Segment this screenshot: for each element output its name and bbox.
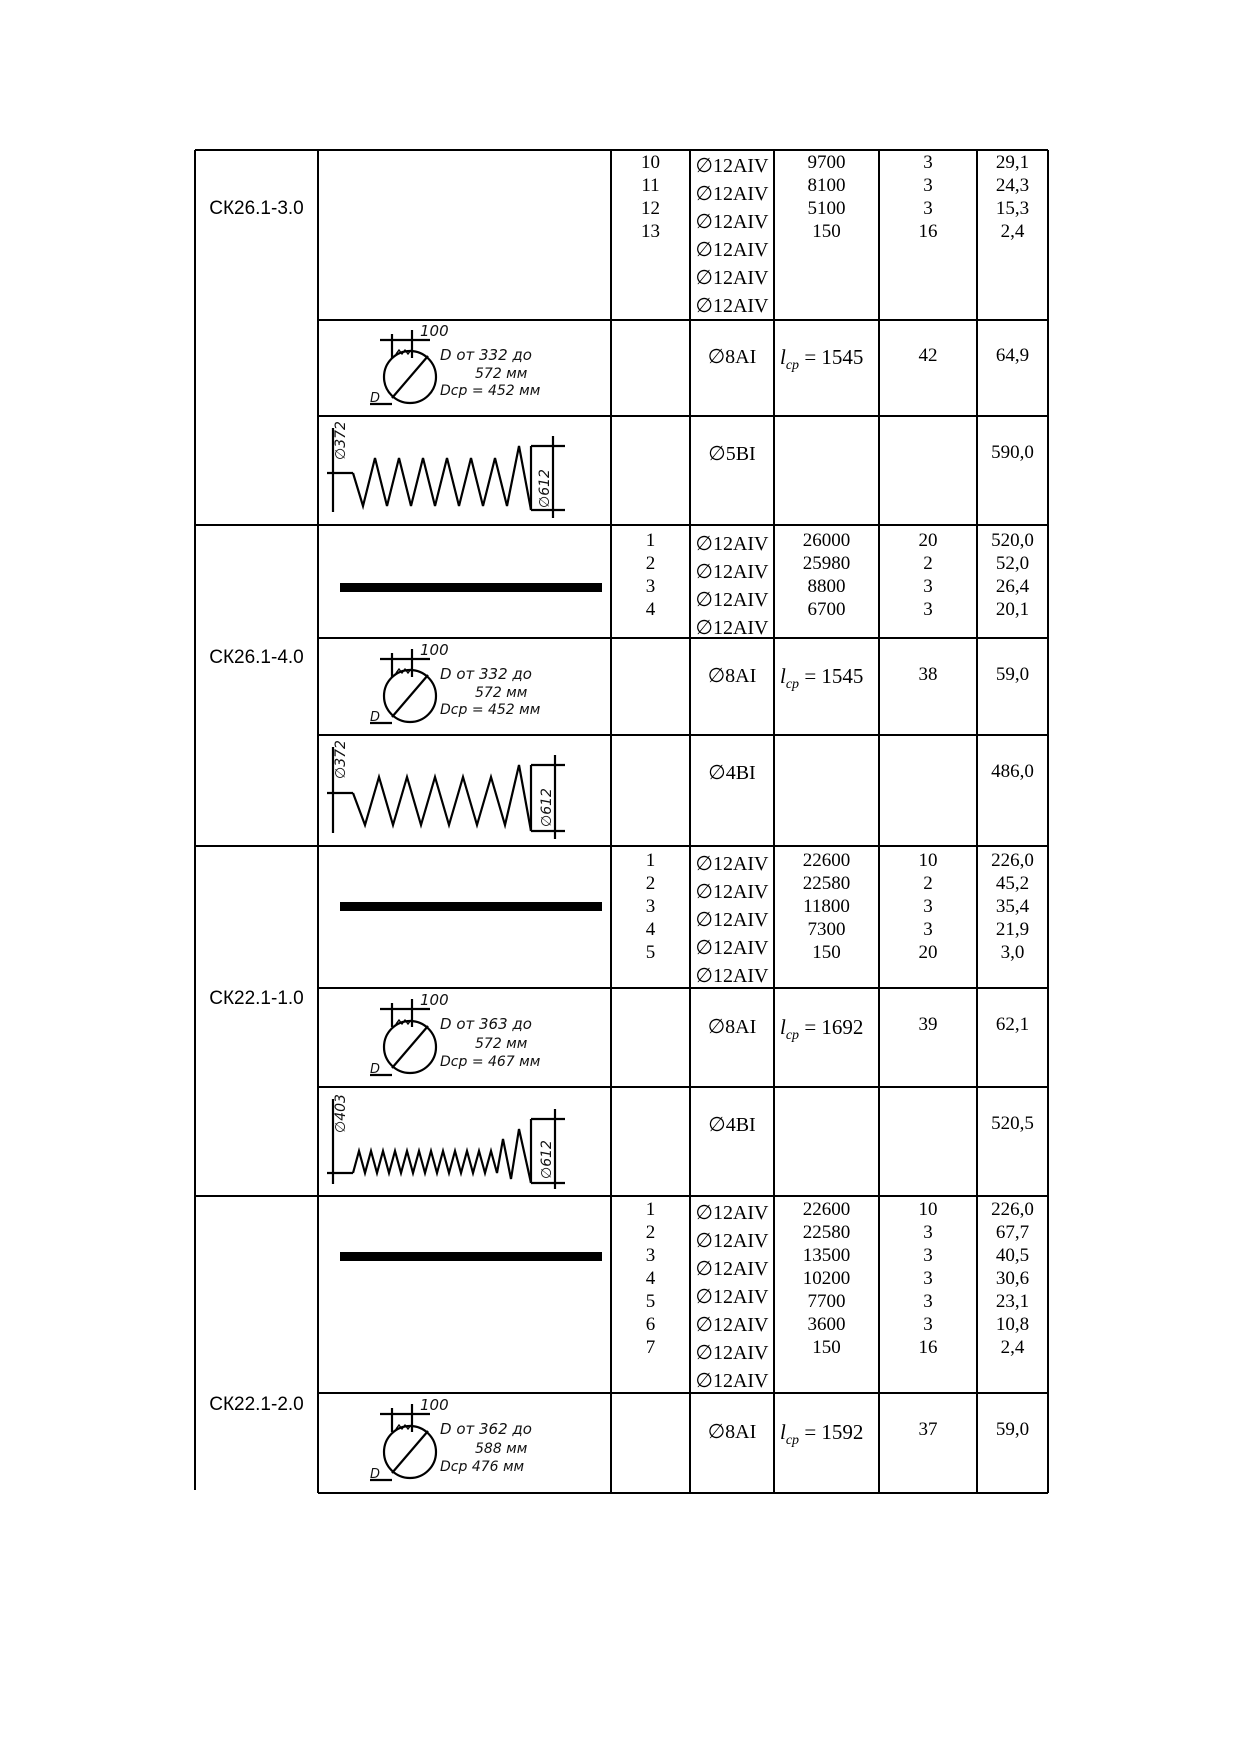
rebar-spec: ∅8AI bbox=[707, 665, 757, 687]
mass: 520,0 52,0 26,4 20,1 bbox=[991, 530, 1034, 620]
bar-length: 26000 25980 8800 6700 bbox=[802, 530, 851, 620]
mean-length-formula: $l_{cp} = 1545$ bbox=[780, 345, 864, 373]
mass: 486,0 bbox=[991, 761, 1034, 782]
mark-code: СК26.1-3.0 bbox=[209, 198, 304, 219]
ring-diameter-range: D от 362 до bbox=[440, 1420, 532, 1438]
mass: 226,0 45,2 35,4 21,9 3,0 bbox=[991, 850, 1034, 963]
rebar-spec: ∅12AIV ∅12AIV ∅12AIV ∅12AIV ∅12AIV ∅12AIV ∅12AIV bbox=[695, 1202, 769, 1392]
mass: 62,1 bbox=[995, 1014, 1030, 1035]
rebar-spec: ∅4BI bbox=[708, 762, 756, 784]
straight-bar-drawing bbox=[340, 583, 602, 592]
ring-drawing bbox=[370, 991, 570, 1085]
mass: 64,9 bbox=[995, 345, 1030, 366]
ring-diameter-max: 572 мм bbox=[475, 366, 528, 382]
bar-length: 9700 8100 5100 150 bbox=[807, 152, 846, 242]
quantity: 39 bbox=[918, 1014, 938, 1035]
rebar-spec: ∅5BI bbox=[708, 443, 756, 465]
ring-mean-diameter: Dср = 467 мм bbox=[440, 1054, 541, 1070]
ring-diameter-range: D от 332 до bbox=[440, 665, 532, 683]
spiral-drawing bbox=[325, 1089, 605, 1194]
ring-diameter-max: 588 мм bbox=[475, 1441, 528, 1457]
ring-diameter-range: D от 363 до bbox=[440, 1015, 532, 1033]
mass: 59,0 bbox=[995, 664, 1030, 685]
ring-d-label: D bbox=[370, 1062, 381, 1077]
mean-length-formula: $l_{cp} = 1592$ bbox=[780, 1420, 864, 1448]
rebar-spec: ∅8AI bbox=[707, 346, 757, 368]
ring-drawing bbox=[370, 1396, 570, 1490]
bar-length: 22600 22580 13500 10200 7700 3600 150 bbox=[802, 1199, 851, 1358]
ring-d-label: D bbox=[370, 710, 381, 725]
quantity: 42 bbox=[918, 345, 938, 366]
ring-d-label: D bbox=[370, 391, 381, 406]
spiral-left-diameter: ∅372 bbox=[333, 421, 349, 460]
mass: 590,0 bbox=[991, 442, 1034, 463]
mass: 226,0 67,7 40,5 30,6 23,1 10,8 2,4 bbox=[991, 1199, 1034, 1358]
ring-diameter-range: D от 332 до bbox=[440, 346, 532, 364]
mass: 59,0 bbox=[995, 1419, 1030, 1440]
mass: 29,1 24,3 15,3 2,4 bbox=[995, 152, 1030, 242]
ring-d-label: D bbox=[370, 1467, 381, 1482]
mass: 520,5 bbox=[991, 1113, 1034, 1134]
ring-mean-diameter: Dср = 452 мм bbox=[440, 383, 541, 399]
quantity: 20 2 3 3 bbox=[918, 530, 938, 620]
ring-mean-diameter: Dср 476 мм bbox=[440, 1459, 525, 1475]
rebar-spec: ∅4BI bbox=[708, 1114, 756, 1136]
spiral-right-diameter: ∅612 bbox=[539, 788, 555, 827]
position-numbers: 1 2 3 4 bbox=[645, 530, 656, 620]
mark-code: СК26.1-4.0 bbox=[209, 647, 304, 668]
rebar-spec: ∅12AIV ∅12AIV ∅12AIV ∅12AIV ∅12AIV ∅12AIV bbox=[695, 155, 769, 317]
quantity: 37 bbox=[918, 1419, 938, 1440]
mean-length-formula: $l_{cp} = 1692$ bbox=[780, 1015, 864, 1043]
rebar-spec: ∅8AI bbox=[707, 1016, 757, 1038]
spiral-left-diameter: ∅403 bbox=[333, 1094, 349, 1133]
position-numbers: 1 2 3 4 5 bbox=[645, 850, 656, 963]
mark-code: СК22.1-1.0 bbox=[209, 988, 304, 1009]
mean-length-formula: $l_{cp} = 1545$ bbox=[780, 664, 864, 692]
ring-dimension: 100 bbox=[420, 1396, 449, 1414]
spiral-right-diameter: ∅612 bbox=[537, 469, 553, 508]
ring-mean-diameter: Dср = 452 мм bbox=[440, 702, 541, 718]
rebar-spec: ∅12AIV ∅12AIV ∅12AIV ∅12AIV ∅12AIV bbox=[695, 853, 769, 987]
quantity: 3 3 3 16 bbox=[918, 152, 938, 242]
spiral-right-diameter: ∅612 bbox=[539, 1140, 555, 1179]
quantity: 38 bbox=[918, 664, 938, 685]
rebar-spec: ∅8AI bbox=[707, 1421, 757, 1443]
spiral-left-diameter: ∅372 bbox=[333, 740, 349, 779]
rebar-spec: ∅12AIV ∅12AIV ∅12AIV ∅12AIV bbox=[695, 533, 769, 639]
ring-diameter-max: 572 мм bbox=[475, 1036, 528, 1052]
position-numbers: 10 11 12 13 bbox=[641, 152, 660, 242]
spiral-drawing bbox=[325, 737, 605, 843]
bar-length: 22600 22580 11800 7300 150 bbox=[802, 850, 851, 963]
ring-drawing bbox=[370, 641, 570, 733]
quantity: 10 3 3 3 3 3 16 bbox=[918, 1199, 938, 1358]
mark-code: СК22.1-2.0 bbox=[209, 1394, 304, 1415]
ring-drawing bbox=[370, 322, 570, 414]
ring-dimension: 100 bbox=[420, 991, 449, 1009]
ring-dimension: 100 bbox=[420, 322, 449, 340]
spiral-drawing bbox=[325, 418, 605, 522]
ring-diameter-max: 572 мм bbox=[475, 685, 528, 701]
ring-dimension: 100 bbox=[420, 641, 449, 659]
straight-bar-drawing bbox=[340, 1252, 602, 1261]
position-numbers: 1 2 3 4 5 6 7 bbox=[645, 1199, 656, 1358]
quantity: 10 2 3 3 20 bbox=[918, 850, 938, 963]
straight-bar-drawing bbox=[340, 902, 602, 911]
